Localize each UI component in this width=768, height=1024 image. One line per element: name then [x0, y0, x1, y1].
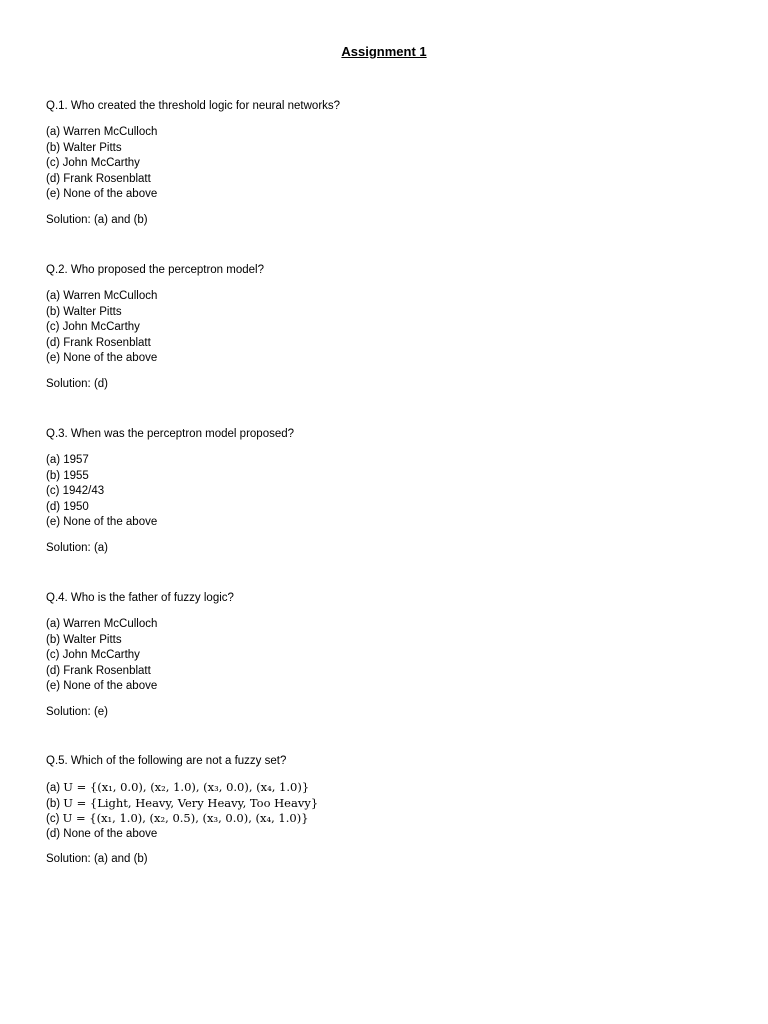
- option-a: (a) Warren McCulloch: [46, 618, 158, 630]
- option-c: (c) 1942/43: [46, 485, 105, 497]
- option-a: (a) Warren McCulloch: [46, 126, 158, 138]
- option-list: [46, 617, 726, 695]
- page-title: Assignment 1: [341, 44, 427, 59]
- question-5: [46, 754, 726, 867]
- option-list: [46, 289, 726, 367]
- option-e: (e) None of the above: [46, 352, 158, 364]
- option-c: [46, 811, 726, 827]
- option-d: (d) 1950: [46, 500, 89, 513]
- option-list: [46, 453, 726, 531]
- option-math-expression: U = {(x₁, 1.0), (x₂, 0.5), (x₃, 0.0), (x₄, 1.0)}: [62, 811, 309, 825]
- option-c: (c) John McCarthy: [46, 157, 140, 169]
- solution-text: Solution: (a) and (b): [46, 853, 148, 865]
- option-label: (a): [46, 782, 61, 794]
- option-b: [46, 796, 726, 812]
- option-d: (d) Frank Rosenblatt: [46, 664, 151, 677]
- question-3: [46, 427, 726, 556]
- option-a: [46, 780, 726, 796]
- option-d: (d) Frank Rosenblatt: [46, 336, 151, 349]
- option-e: (e) None of the above: [46, 516, 158, 528]
- solution-text: Solution: (e): [46, 705, 109, 718]
- option-math-expression: U = {Light, Heavy, Very Heavy, Too Heavy}: [63, 795, 319, 810]
- option-c: (c) John McCarthy: [46, 649, 140, 661]
- solution-text: Solution: (a): [46, 541, 109, 554]
- option-d: (d) Frank Rosenblatt: [46, 172, 151, 185]
- question-2: [46, 263, 726, 392]
- option-b: (b) Walter Pitts: [46, 305, 122, 318]
- option-b: (b) 1955: [46, 469, 89, 482]
- solution-text: Solution: (a) and (b): [46, 213, 148, 226]
- question-text: Q.3. When was the perceptron model proposed?: [46, 428, 295, 440]
- question-text: Q.1. Who created the threshold logic for neural networks?: [46, 100, 341, 112]
- question-text: Q.5. Which of the following are not a fuzzy set?: [46, 755, 287, 767]
- question-4: [46, 591, 726, 720]
- question-text: Q.4. Who is the father of fuzzy logic?: [46, 592, 234, 604]
- option-a: (a) 1957: [46, 454, 89, 466]
- option-math-expression: U = {(x₁, 0.0), (x₂, 1.0), (x₃, 0.0), (x₄, 1.0)}: [63, 780, 310, 794]
- option-label: (b): [46, 797, 61, 810]
- question-text: Q.2. Who proposed the perceptron model?: [46, 264, 264, 276]
- option-b: (b) Walter Pitts: [46, 141, 122, 154]
- solution-text: Solution: (d): [46, 377, 109, 390]
- option-list: [46, 780, 726, 842]
- option-e: (e) None of the above: [46, 188, 158, 200]
- option-text: None of the above: [63, 827, 158, 840]
- option-label: (c): [46, 813, 60, 825]
- question-1: [46, 99, 726, 228]
- option-d: [46, 827, 726, 843]
- option-b: (b) Walter Pitts: [46, 633, 122, 646]
- option-a: (a) Warren McCulloch: [46, 290, 158, 302]
- option-list: [46, 125, 726, 203]
- option-label: (d): [46, 827, 61, 840]
- option-e: (e) None of the above: [46, 680, 158, 692]
- option-c: (c) John McCarthy: [46, 321, 140, 333]
